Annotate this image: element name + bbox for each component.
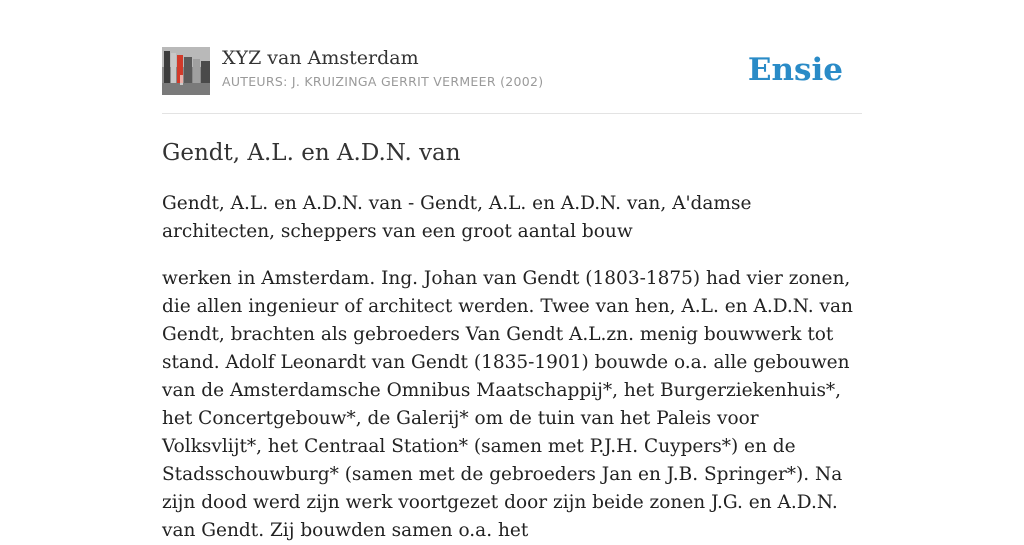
article-title: Gendt, A.L. en A.D.N. van xyxy=(162,140,461,166)
authors-line: AUTEURS: J. KRUIZINGA GERRIT VERMEER (2002) xyxy=(222,74,544,89)
source-title[interactable]: XYZ van Amsterdam xyxy=(222,47,419,69)
article-summary: Gendt, A.L. en A.D.N. van - Gendt, A.L. en A.D.N. van, A'damse architecten, scheppers van een groot aantal bouw xyxy=(162,193,752,242)
header-divider xyxy=(162,113,862,114)
article-content xyxy=(162,138,862,545)
header xyxy=(162,46,862,96)
photo-thumbnail-icon xyxy=(162,47,210,95)
source-avatar[interactable] xyxy=(162,47,210,95)
ensie-logo-link[interactable]: Ensie xyxy=(747,52,843,88)
article-body: werken in Amsterdam. Ing. Johan van Gendt (1803-1875) had vier zonen, die allen ingenieur of architect werden. Twee van hen, A.L. en A.D.N. van Gendt, brachten als gebroeders Van Gendt A.L.zn. menig bouwwerk tot stand. Adolf Leonardt van Gendt (1835-1901) bouwde o.a. alle gebouwen van de Amsterdamsche Omnibus Maatschappij*, het Burgerziekenhuis*, het Concertgebouw*, de Galerij* om de tuin van het Paleis voor Volksvlijt*, het Centraal Station* (samen met P.J.H. Cuypers*) en de Stadsschouwburg* (samen met de gebroeders Jan en J.B. Springer*). Na zijn dood werd zijn werk voortgezet door zijn beide zonen J.G. en A.D.N. van Gendt. Zij bouwden samen o.a. het xyxy=(162,268,853,541)
